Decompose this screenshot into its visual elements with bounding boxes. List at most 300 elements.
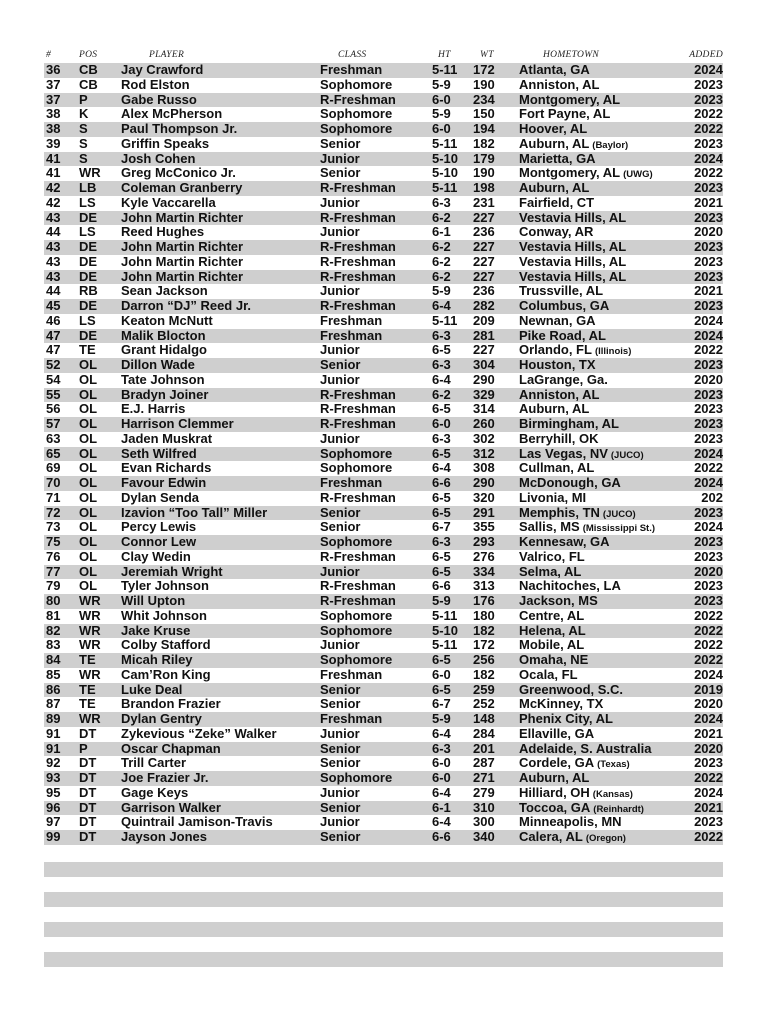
player-name: Darron “DJ” Reed Jr.	[121, 299, 252, 313]
player-height: 6-4	[432, 726, 451, 741]
player-name: Connor Lew	[121, 535, 197, 549]
player-hometown	[519, 535, 685, 550]
player-class: R-Freshman	[320, 549, 396, 564]
player-height: 6-4	[432, 461, 451, 476]
player-position: WR	[79, 638, 101, 653]
player-height: 5-11	[432, 608, 458, 623]
previous-school-note: (Mississippi St.)	[582, 523, 656, 535]
player-height: 6-6	[432, 830, 451, 844]
player-weight: 182	[473, 136, 495, 151]
table-row	[44, 594, 723, 609]
player-height: 6-0	[432, 122, 451, 136]
player-number: 52	[46, 358, 61, 372]
player-position: OL	[79, 549, 98, 564]
player-height: 5-9	[432, 284, 451, 299]
previous-school-note: (Baylor)	[592, 139, 629, 151]
player-weight: 304	[473, 358, 495, 372]
player-position: OL	[79, 372, 98, 387]
player-weight: 302	[473, 431, 495, 446]
player-position: OL	[79, 476, 98, 490]
player-class: R-Freshman	[320, 240, 396, 254]
player-number: 56	[46, 402, 61, 417]
player-number: 75	[46, 535, 61, 549]
player-hometown	[519, 181, 685, 196]
player-position: DE	[79, 210, 98, 225]
player-added: 2022	[694, 623, 723, 638]
player-hometown	[519, 329, 685, 344]
hometown-text: Hilliard, OH	[519, 785, 590, 800]
table-row	[44, 181, 723, 196]
player-weight: 256	[473, 653, 495, 667]
hometown-text: Montgomery, AL	[519, 166, 621, 181]
hometown-text: Houston, TX	[519, 358, 596, 372]
player-name: Harrison Clemmer	[121, 417, 234, 431]
player-class: Senior	[320, 682, 361, 697]
player-class: R-Freshman	[320, 490, 396, 505]
player-weight: 236	[473, 225, 495, 240]
hometown-text: Livonia, MI	[519, 490, 587, 505]
player-name: Clay Wedin	[121, 549, 191, 564]
player-position: DT	[79, 830, 97, 844]
table-row	[44, 63, 723, 78]
player-number: 36	[46, 63, 61, 77]
player-number: 38	[46, 107, 61, 122]
player-height: 6-0	[432, 667, 451, 682]
table-row	[44, 299, 723, 314]
table-header	[44, 46, 723, 63]
player-position: CB	[79, 63, 98, 77]
player-weight: 172	[473, 638, 495, 653]
player-position: DE	[79, 328, 98, 343]
previous-school-note: (Kansas)	[592, 788, 633, 800]
player-name: Alex McPherson	[121, 107, 223, 122]
player-name: Gabe Russo	[121, 92, 197, 107]
player-number: 81	[46, 608, 61, 623]
player-added: 2023	[694, 505, 723, 520]
player-number: 77	[46, 564, 61, 579]
player-number: 44	[46, 225, 61, 240]
player-class: Junior	[320, 343, 360, 358]
hometown-text: Mobile, AL	[519, 638, 585, 653]
player-number: 73	[46, 520, 61, 535]
hometown-text: Fairfield, CT	[519, 195, 595, 210]
table-row	[44, 801, 723, 816]
player-name: Kyle Vaccarella	[121, 195, 216, 210]
player-hometown	[519, 491, 685, 506]
player-added: 2024	[694, 151, 723, 166]
player-hometown	[519, 638, 685, 653]
player-hometown	[519, 314, 685, 329]
hometown-text: Centre, AL	[519, 608, 585, 623]
player-class: Freshman	[320, 328, 383, 343]
player-added: 2020	[694, 697, 723, 712]
player-number: 85	[46, 667, 61, 682]
player-position: OL	[79, 358, 98, 372]
player-added: 2021	[694, 284, 723, 299]
player-added: 2023	[694, 402, 723, 417]
player-height: 6-6	[432, 476, 451, 490]
hometown-text: LaGrange, Ga.	[519, 372, 608, 387]
player-height: 6-5	[432, 402, 451, 417]
player-hometown	[519, 506, 685, 521]
player-name: Trill Carter	[121, 756, 187, 771]
player-hometown	[519, 107, 685, 122]
player-number: 97	[46, 815, 61, 830]
player-number: 69	[46, 461, 61, 476]
player-height: 5-11	[432, 638, 458, 653]
player-weight: 227	[473, 254, 495, 269]
player-weight: 176	[473, 594, 495, 608]
player-number: 86	[46, 682, 61, 697]
player-number: 41	[46, 166, 61, 181]
player-number: 65	[46, 446, 61, 461]
player-height: 6-5	[432, 343, 451, 358]
player-position: S	[79, 122, 88, 136]
table-row	[44, 270, 723, 285]
player-number: 42	[46, 181, 61, 195]
player-name: Percy Lewis	[121, 520, 197, 535]
previous-school-note: (Illinois)	[594, 346, 632, 358]
player-height: 6-3	[432, 358, 451, 372]
player-hometown	[519, 343, 685, 358]
hometown-text: Minneapolis, MN	[519, 815, 622, 830]
hometown-text: Omaha, NE	[519, 653, 589, 667]
player-hometown	[519, 299, 685, 314]
hometown-text: Auburn, AL	[519, 136, 590, 151]
player-class: Senior	[320, 830, 361, 844]
table-row	[44, 550, 723, 565]
player-added: 2024	[694, 667, 723, 682]
hometown-text: Vestavia Hills, AL	[519, 210, 627, 225]
player-class: Freshman	[320, 476, 383, 490]
header-hometown: HOMETOWN	[543, 49, 600, 60]
player-name: Favour Edwin	[121, 476, 207, 490]
player-hometown	[519, 432, 685, 447]
player-name: Bradyn Joiner	[121, 387, 209, 402]
player-weight: 148	[473, 712, 495, 726]
player-added: 2022	[694, 122, 723, 136]
table-row	[44, 225, 723, 240]
player-position: DE	[79, 299, 98, 313]
player-number: 93	[46, 771, 61, 785]
previous-school-note: (JUCO)	[610, 449, 644, 461]
player-height: 5-9	[432, 712, 451, 726]
hometown-text: Hoover, AL	[519, 122, 588, 136]
player-class: Sophomore	[320, 771, 393, 785]
hometown-text: Calera, AL	[519, 830, 583, 844]
player-name: Tate Johnson	[121, 372, 205, 387]
roster-table	[44, 46, 723, 845]
table-row	[44, 358, 723, 373]
player-number: 43	[46, 269, 61, 284]
player-position: DT	[79, 815, 97, 830]
player-name: Malik Blocton	[121, 328, 206, 343]
header-number: #	[46, 49, 52, 60]
table-row	[44, 388, 723, 403]
player-position: LS	[79, 313, 96, 328]
hometown-text: Conway, AR	[519, 225, 594, 240]
table-row	[44, 314, 723, 329]
player-added: 2022	[694, 771, 723, 785]
player-hometown	[519, 461, 685, 476]
player-position: S	[79, 151, 88, 166]
player-weight: 314	[473, 402, 495, 417]
table-row	[44, 343, 723, 358]
player-name: Micah Riley	[121, 653, 193, 667]
table-row	[44, 771, 723, 786]
player-position: OL	[79, 461, 98, 476]
player-number: 41	[46, 151, 61, 166]
player-position: WR	[79, 712, 101, 726]
player-height: 6-5	[432, 549, 451, 564]
player-added: 2019	[694, 682, 723, 697]
player-class: Senior	[320, 505, 361, 520]
table-row	[44, 491, 723, 506]
player-class: R-Freshman	[320, 210, 396, 225]
player-name: Seth Wilfred	[121, 446, 197, 461]
player-hometown	[519, 727, 685, 742]
player-name: Gage Keys	[121, 785, 189, 800]
player-position: P	[79, 92, 88, 107]
player-weight: 281	[473, 328, 495, 343]
player-added: 2023	[694, 92, 723, 107]
player-name: John Martin Richter	[121, 269, 244, 284]
hometown-text: Toccoa, GA	[519, 800, 591, 815]
player-weight: 282	[473, 299, 495, 313]
player-position: DE	[79, 254, 98, 269]
player-name: Greg McConico Jr.	[121, 166, 236, 181]
player-added: 2023	[694, 181, 723, 195]
player-added: 2023	[694, 417, 723, 431]
player-number: 95	[46, 785, 61, 800]
player-name: Oscar Chapman	[121, 741, 221, 756]
table-row	[44, 565, 723, 580]
table-row	[44, 742, 723, 757]
player-added: 2020	[694, 225, 723, 240]
player-name: Keaton McNutt	[121, 313, 213, 328]
player-position: OL	[79, 387, 98, 402]
player-weight: 227	[473, 269, 495, 284]
player-position: DT	[79, 785, 97, 800]
player-weight: 201	[473, 741, 495, 756]
player-height: 6-5	[432, 682, 451, 697]
player-name: Dylan Gentry	[121, 712, 202, 726]
player-number: 43	[46, 210, 61, 225]
player-height: 5-11	[432, 136, 458, 151]
player-weight: 180	[473, 608, 495, 623]
player-weight: 179	[473, 151, 495, 166]
table-row	[44, 624, 723, 639]
player-weight: 276	[473, 549, 495, 564]
player-hometown	[519, 152, 685, 167]
table-row	[44, 122, 723, 137]
player-class: Sophomore	[320, 77, 393, 92]
player-number: 84	[46, 653, 61, 667]
player-weight: 320	[473, 490, 495, 505]
player-added: 2024	[694, 785, 723, 800]
player-class: Junior	[320, 372, 360, 387]
table-row	[44, 255, 723, 270]
player-name: Whit Johnson	[121, 608, 207, 623]
player-position: WR	[79, 166, 101, 181]
player-height: 6-1	[432, 800, 451, 815]
header-weight: WT	[480, 49, 494, 60]
player-weight: 150	[473, 107, 495, 122]
header-position: POS	[79, 49, 98, 60]
player-height: 6-2	[432, 240, 451, 254]
previous-school-note: (Oregon)	[585, 833, 626, 844]
player-class: Junior	[320, 726, 360, 741]
player-name: Paul Thompson Jr.	[121, 122, 238, 136]
table-row	[44, 830, 723, 845]
player-position: LS	[79, 225, 96, 240]
player-position: TE	[79, 343, 96, 358]
hometown-text: McKinney, TX	[519, 697, 604, 712]
player-hometown	[519, 830, 685, 845]
player-added: 2023	[694, 240, 723, 254]
previous-school-note: (Reinhardt)	[593, 803, 644, 815]
player-number: 37	[46, 92, 61, 107]
player-height: 6-6	[432, 579, 451, 594]
player-hometown	[519, 624, 685, 639]
empty-rows	[44, 862, 723, 982]
player-name: Reed Hughes	[121, 225, 205, 240]
table-row	[44, 373, 723, 388]
player-weight: 260	[473, 417, 495, 431]
player-added: 2024	[694, 313, 723, 328]
player-position: CB	[79, 77, 98, 92]
player-hometown	[519, 520, 685, 535]
player-hometown	[519, 373, 685, 388]
player-class: Sophomore	[320, 608, 393, 623]
player-weight: 190	[473, 166, 495, 181]
player-number: 42	[46, 195, 61, 210]
player-weight: 279	[473, 785, 495, 800]
hometown-text: Vestavia Hills, AL	[519, 254, 627, 269]
player-hometown	[519, 609, 685, 624]
player-height: 6-3	[432, 535, 451, 549]
player-position: TE	[79, 653, 96, 667]
hometown-text: Sallis, MS	[519, 520, 580, 535]
player-name: Joe Frazier Jr.	[121, 771, 209, 785]
player-number: 55	[46, 387, 61, 402]
player-name: Tyler Johnson	[121, 579, 209, 594]
player-number: 38	[46, 122, 61, 136]
table-row	[44, 727, 723, 742]
table-row	[44, 152, 723, 167]
player-height: 6-4	[432, 785, 451, 800]
player-hometown	[519, 712, 685, 727]
player-class: Junior	[320, 151, 360, 166]
player-name: Brandon Frazier	[121, 697, 221, 712]
player-height: 6-2	[432, 269, 451, 284]
player-class: Sophomore	[320, 122, 393, 136]
player-added: 2022	[694, 608, 723, 623]
player-added: 2024	[694, 520, 723, 535]
player-weight: 227	[473, 240, 495, 254]
player-hometown	[519, 78, 685, 93]
player-position: DE	[79, 240, 98, 254]
player-weight: 227	[473, 343, 495, 358]
player-hometown	[519, 388, 685, 403]
hometown-text: Pike Road, AL	[519, 328, 606, 343]
player-hometown	[519, 196, 685, 211]
player-weight: 194	[473, 122, 495, 136]
player-class: Sophomore	[320, 653, 393, 667]
hometown-text: Adelaide, S. Australia	[519, 741, 652, 756]
table-row	[44, 93, 723, 108]
player-number: 80	[46, 594, 61, 608]
hometown-text: Jackson, MS	[519, 594, 598, 608]
player-class: R-Freshman	[320, 594, 396, 608]
player-hometown	[519, 402, 685, 417]
player-name: Dillon Wade	[121, 358, 195, 372]
player-number: 99	[46, 830, 61, 844]
player-class: Freshman	[320, 667, 383, 682]
player-position: OL	[79, 520, 98, 535]
player-position: DT	[79, 726, 97, 741]
hometown-text: Orlando, FL	[519, 343, 592, 358]
table-row	[44, 329, 723, 344]
hometown-text: Valrico, FL	[519, 549, 585, 564]
header-player: PLAYER	[149, 49, 185, 60]
player-position: OL	[79, 417, 98, 431]
player-hometown	[519, 255, 685, 270]
player-name: Dylan Senda	[121, 490, 200, 505]
table-row	[44, 137, 723, 152]
player-added: 2022	[694, 107, 723, 122]
player-weight: 293	[473, 535, 495, 549]
player-height: 5-11	[432, 313, 458, 328]
player-class: Sophomore	[320, 461, 393, 476]
table-row	[44, 476, 723, 491]
player-number: 54	[46, 372, 61, 387]
player-class: Junior	[320, 815, 360, 830]
player-height: 5-10	[432, 623, 459, 638]
player-hometown	[519, 211, 685, 226]
player-hometown	[519, 476, 685, 491]
empty-row	[44, 892, 723, 907]
player-number: 43	[46, 240, 61, 254]
player-number: 47	[46, 328, 61, 343]
player-height: 6-4	[432, 299, 451, 313]
player-weight: 190	[473, 77, 495, 92]
player-name: John Martin Richter	[121, 254, 244, 269]
player-added: 2023	[694, 387, 723, 402]
player-position: DT	[79, 800, 97, 815]
player-number: 91	[46, 741, 61, 756]
player-weight: 310	[473, 800, 495, 815]
player-weight: 312	[473, 446, 495, 461]
player-class: Senior	[320, 358, 361, 372]
player-weight: 182	[473, 623, 495, 638]
player-class: R-Freshman	[320, 181, 396, 195]
player-added: 2024	[694, 63, 723, 77]
table-row	[44, 815, 723, 830]
player-hometown	[519, 63, 685, 78]
player-added: 2024	[694, 446, 723, 461]
player-weight: 182	[473, 667, 495, 682]
player-hometown	[519, 358, 685, 373]
player-height: 6-3	[432, 328, 451, 343]
player-weight: 290	[473, 372, 495, 387]
hometown-text: Vestavia Hills, AL	[519, 240, 627, 254]
player-weight: 334	[473, 564, 495, 579]
empty-row	[44, 952, 723, 967]
player-weight: 234	[473, 92, 495, 107]
player-added: 2023	[694, 269, 723, 284]
player-number: 72	[46, 505, 61, 520]
